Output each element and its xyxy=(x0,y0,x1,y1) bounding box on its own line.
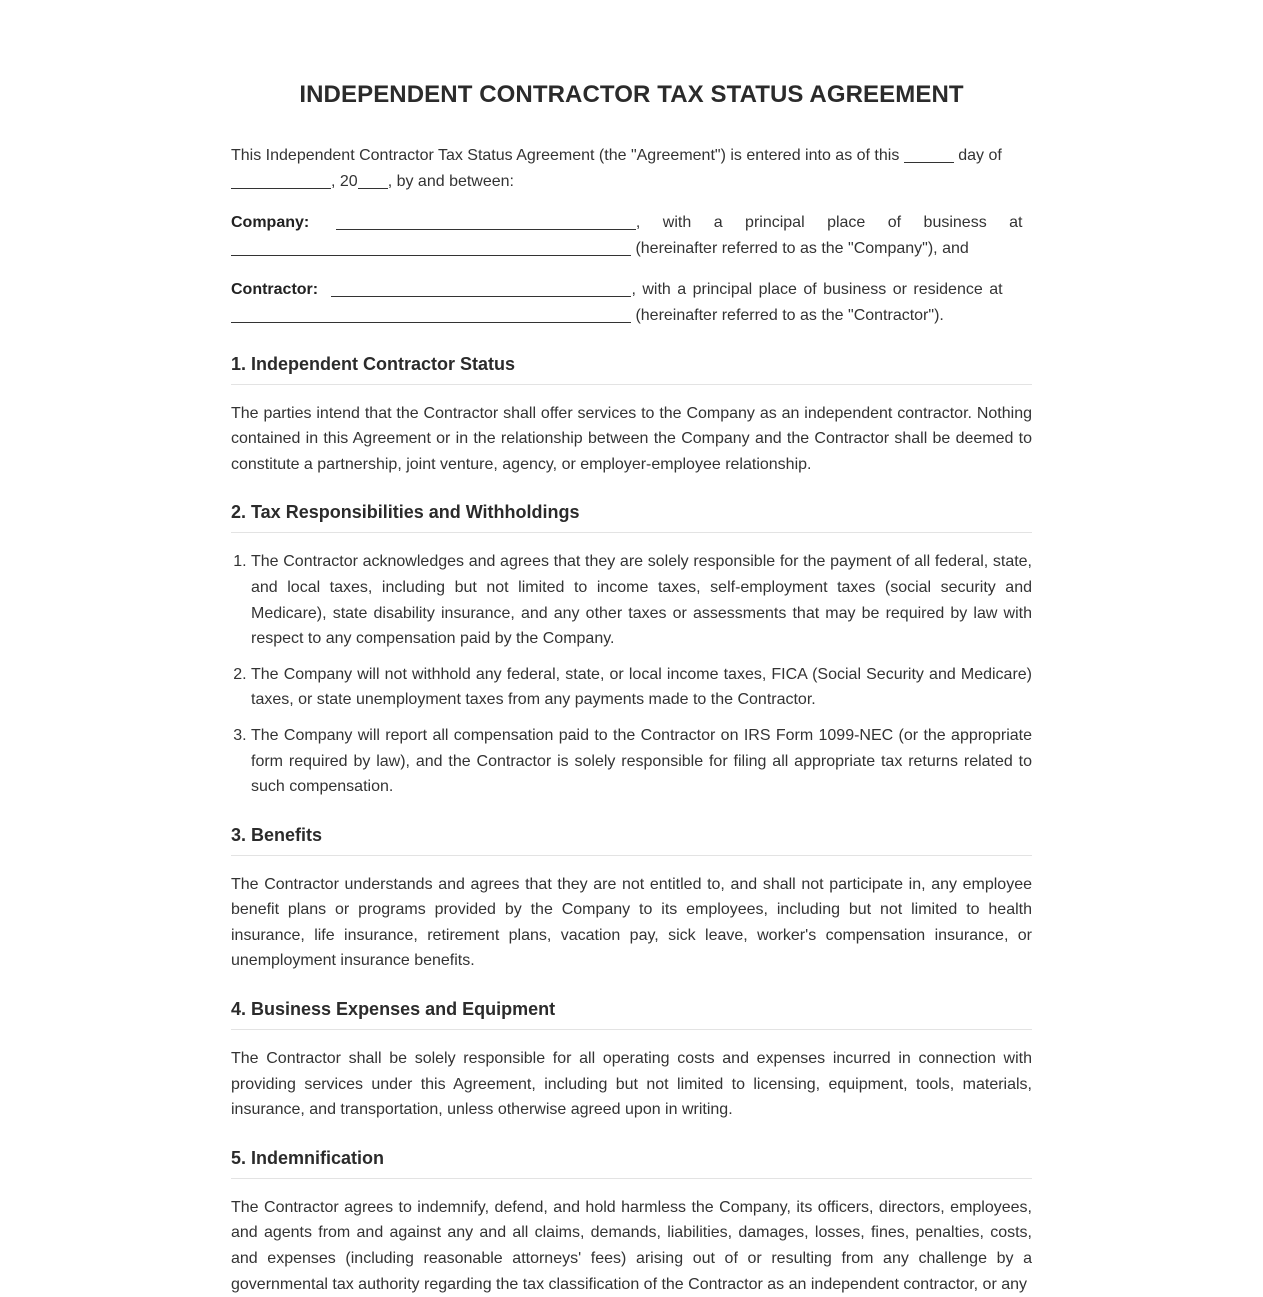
section-2 xyxy=(231,500,1032,799)
section-3-body: The Contractor understands and agrees that they are not entitled to, and shall not participate in, any employee benefit plans or programs provided by the Company to its employees, including but not limited to health insurance, life insurance, retirement plans, vacation pay, sick leave, worker's compensation insurance, or unemployment insurance benefits. xyxy=(231,875,1032,970)
month-blank[interactable] xyxy=(231,174,331,189)
section-3 xyxy=(231,823,1032,974)
list-item: 2. The Company will not withhold any federal, state, or local income taxes, FICA (Social Security and Medicare) taxes, or state unemployment taxes from any payments made to the Contractor. xyxy=(251,662,1032,713)
contractor-label: Contractor: xyxy=(231,281,319,299)
section-5-body: The Contractor agrees to indemnify, defend, and hold harmless the Company, its officers, directors, employees, and agents from and against any and all claims, demands, liabilities, damages, losses, fines, penalties, costs, and expenses (including reasonable attorneys' fees) arising out of or resulting from any challenge by a governmental tax authority regarding the tax classification of the Contractor as an independent contractor, or any xyxy=(231,1198,1032,1293)
year-blank[interactable] xyxy=(358,174,388,189)
list-item: 1. The Contractor acknowledges and agrees that they are solely responsible for the payment of all federal, state, and local taxes, including but not limited to income taxes, self-employment taxes (social security and Medicare), state disability insurance, and any other taxes or assessments that may be required by law with respect to any compensation paid by the Company. xyxy=(251,549,1032,651)
list-item: 3. The Company will report all compensation paid to the Contractor on IRS Form 1099-NEC (or the appropriate form required by law), and the Contractor is solely responsible for filing all appropriate tax returns related to such compensation. xyxy=(251,723,1032,800)
intro-text-3: , 20 xyxy=(331,172,358,190)
section-4 xyxy=(231,997,1032,1123)
contractor-text-1: , with a principal place of business or residence at xyxy=(631,281,1003,299)
intro-text-1: This Independent Contractor Tax Status Agreement (the "Agreement") is entered into as of this xyxy=(231,147,900,164)
document-title: INDEPENDENT CONTRACTOR TAX STATUS AGREEMENT xyxy=(299,81,964,108)
section-3-heading: 3. Benefits xyxy=(231,823,1032,856)
section-5 xyxy=(231,1146,1032,1297)
section-1-body: The parties intend that the Contractor shall offer services to the Company as an independent contractor. Nothing contained in this Agreement or in the relationship between the Company and the Contractor shall be deemed to constitute a partnership, joint venture, agency, or employer-employee relationship. xyxy=(231,404,1032,473)
company-text-2: (hereinafter referred to as the "Company"), and xyxy=(635,239,969,257)
contractor-address-blank[interactable] xyxy=(231,308,631,323)
section-1 xyxy=(231,352,1032,478)
company-address-blank[interactable] xyxy=(231,241,631,256)
day-blank[interactable] xyxy=(904,148,954,163)
intro-text-2: day of xyxy=(958,147,1002,164)
document-body xyxy=(231,143,1032,1297)
company-label: Company: xyxy=(231,214,310,232)
company-name-blank[interactable] xyxy=(336,215,636,230)
contractor-text-2: (hereinafter referred to as the "Contractor"). xyxy=(635,306,944,324)
company-text-1: , with a principal place of business at xyxy=(635,214,1023,232)
section-4-body: The Contractor shall be solely responsible for all operating costs and expenses incurred in connection with providing services under this Agreement, including but not limited to licensing, equipment, tools, materials, insurance, and transportation, unless otherwise agreed upon in writing. xyxy=(231,1050,1032,1119)
section-2-heading: 2. Tax Responsibilities and Withholdings xyxy=(231,500,1032,533)
section-4-heading: 4. Business Expenses and Equipment xyxy=(231,997,1032,1030)
contractor-party xyxy=(231,277,1032,328)
company-party xyxy=(231,210,1032,261)
intro-paragraph xyxy=(231,143,1032,194)
intro-text-4: , by and between: xyxy=(387,172,514,190)
section-1-heading: 1. Independent Contractor Status xyxy=(231,352,1032,385)
section-2-list xyxy=(231,549,1032,799)
section-5-heading: 5. Indemnification xyxy=(231,1146,1032,1179)
contractor-name-blank[interactable] xyxy=(331,282,631,297)
